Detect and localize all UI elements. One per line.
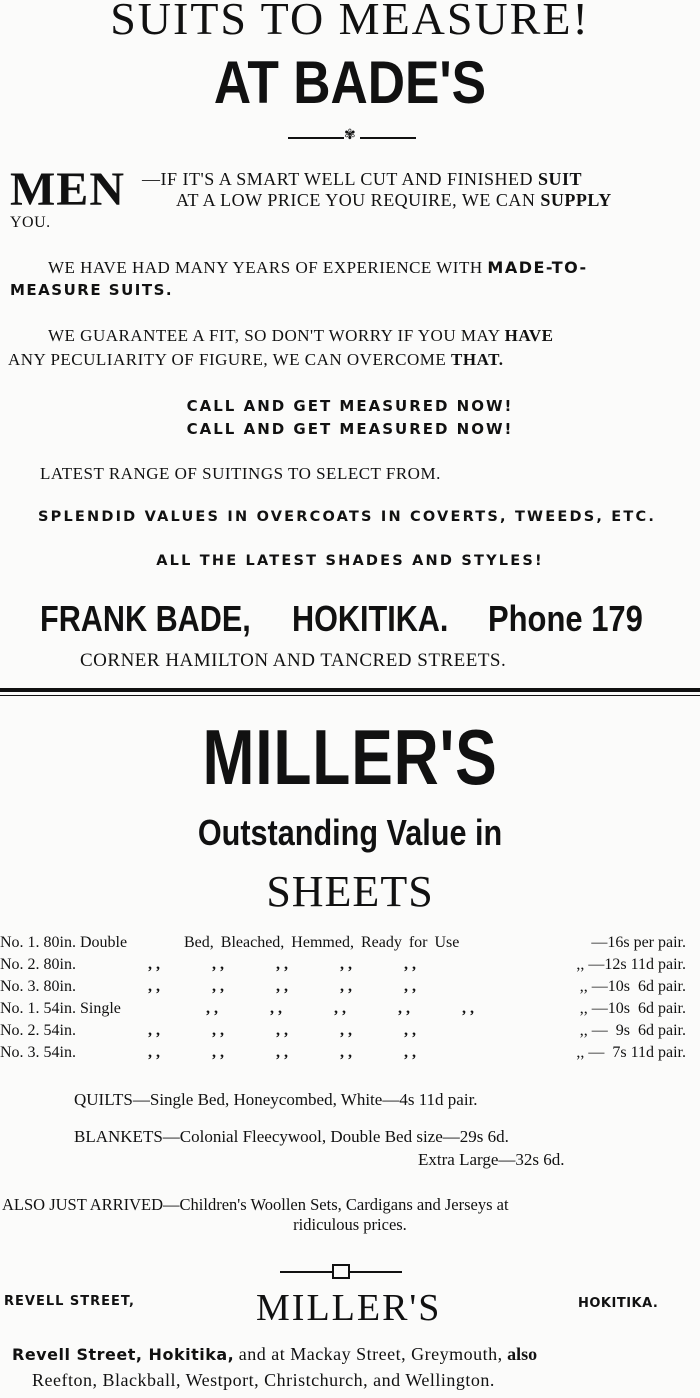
ornament-rule-right [360, 137, 416, 139]
sheet-mid: ,, ,, ,, ,, ,, [148, 1022, 420, 1039]
men-line-1-text: —IF IT'S A SMART WELL CUT AND FINISHED [142, 169, 534, 189]
bade-headline: SUITS TO MEASURE! [110, 0, 590, 44]
experience-line-1-bold: MADE-TO- [487, 258, 588, 277]
call-line-1: CALL AND GET MEASURED NOW! [186, 397, 514, 415]
footer-ornament-rule-left [280, 1271, 332, 1273]
sheet-desc: No. 2. 80in. [0, 956, 76, 973]
blankets-extra-line: Extra Large—32s 6d. [418, 1150, 565, 1169]
branches-end: also [507, 1344, 538, 1364]
sheet-desc: No. 3. 80in. [0, 978, 76, 995]
men-line-2-text: AT A LOW PRICE YOU REQUIRE, WE CAN [176, 190, 536, 210]
sheet-mid: ,, ,, ,, ,, ,, [206, 1000, 478, 1017]
fleuron-ornament-icon: ✾ [344, 128, 356, 143]
millers-subtitle: Outstanding Value in [197, 812, 503, 853]
fit-line-1 [48, 326, 554, 346]
bade-subheadline: AT BADE'S [213, 49, 487, 116]
sheet-price: ,, — 9s 6d pair. [579, 1022, 686, 1039]
signature-name: FRANK BADE, [40, 598, 251, 639]
values-line: SPLENDID VALUES IN OVERCOATS IN COVERTS, TWEEDS, ETC. [38, 509, 657, 525]
list-item [0, 978, 700, 1000]
millers-title: MILLER'S [202, 713, 498, 801]
section-divider-thin [0, 695, 700, 696]
address-line [80, 650, 506, 672]
call-line-2: CALL AND GET MEASURED NOW! [186, 420, 514, 438]
sheet-mid: ,, ,, ,, ,, ,, [148, 1044, 420, 1061]
sheet-price: ,, —10s 6d pair. [579, 978, 686, 995]
fit-line-2 [8, 350, 503, 370]
range-line: LATEST RANGE OF SUITINGS TO SELECT FROM. [40, 464, 441, 483]
men-line-2-bold: SUPPLY [540, 190, 612, 210]
footer-ornament-rule-right [350, 1271, 402, 1273]
list-item [0, 1000, 700, 1022]
sheet-price: —16s per pair. [591, 934, 686, 951]
men-initial: MEN [10, 163, 125, 216]
experience-line-2: MEASURE SUITS. [10, 281, 174, 299]
sheets-heading: SHEETS [266, 867, 434, 916]
also-arrived-line-2: ridiculous prices. [293, 1215, 407, 1234]
shades-line: ALL THE LATEST SHADES AND STYLES! [156, 553, 544, 569]
fit-line-2-bold: THAT. [451, 350, 504, 369]
sheet-price: ,, —10s 6d pair. [579, 1000, 686, 1017]
also-arrived-line: ALSO JUST ARRIVED—Children's Woollen Sets, Cardigans and Jerseys at [2, 1195, 509, 1214]
footer-town: HOKITIKA. [578, 1296, 659, 1311]
sheet-desc: No. 1. 54in. Single [0, 1000, 121, 1017]
footer-box-ornament-icon [332, 1264, 350, 1279]
quilts-line: QUILTS—Single Bed, Honeycombed, White—4s 11d pair. [74, 1090, 478, 1109]
branches-rest: and at Mackay Street, Greymouth, [238, 1344, 503, 1364]
branches-line-1 [12, 1344, 537, 1365]
footer-street: REVELL STREET, [4, 1294, 135, 1309]
list-item [0, 956, 700, 978]
address-text: CORNER HAMILTON AND TANCRED STREETS. [80, 650, 507, 671]
sheet-desc: No. 2. 54in. [0, 1022, 76, 1039]
men-line-3: YOU. [10, 214, 51, 231]
fit-line-1-text: WE GUARANTEE A FIT, SO DON'T WORRY IF YOU MAY [48, 326, 500, 345]
sheet-mid: Bed, Bleached, Hemmed, Ready for Use [184, 934, 460, 951]
sheet-desc: No. 1. 80in. Double [0, 934, 128, 951]
sheet-mid: ,, ,, ,, ,, ,, [148, 978, 420, 995]
list-item [0, 934, 700, 956]
list-item [0, 1022, 700, 1044]
sheet-price: ,, —12s 11d pair. [576, 956, 686, 973]
blankets-line: BLANKETS—Colonial Fleecywool, Double Bed size—29s 6d. [74, 1127, 509, 1146]
branches-bold: Revell Street, Hokitika, [12, 1345, 235, 1364]
sheet-desc: No. 3. 54in. [0, 1044, 76, 1061]
sheet-price: ,, — 7s 11d pair. [576, 1044, 686, 1061]
men-line-2 [176, 190, 612, 211]
fit-line-1-bold: HAVE [504, 326, 554, 345]
footer-title: MILLER'S [256, 1287, 442, 1329]
signature-town: HOKITIKA. [292, 598, 449, 639]
sheet-mid: ,, ,, ,, ,, ,, [148, 956, 420, 973]
experience-line-1 [48, 258, 588, 278]
fit-line-2-text: ANY PECULIARITY OF FIGURE, WE CAN OVERCOME [8, 350, 447, 369]
section-divider-thick [0, 688, 700, 692]
ornament-rule-left [288, 137, 344, 139]
men-line-1 [142, 169, 582, 190]
experience-line-1-text: WE HAVE HAD MANY YEARS OF EXPERIENCE WITH [48, 258, 483, 277]
branches-line-2: Reefton, Blackball, Westport, Christchurch, and Wellington. [32, 1370, 495, 1390]
men-line-1-bold: SUIT [538, 169, 583, 189]
list-item [0, 1044, 700, 1066]
signature-phone: Phone 179 [488, 598, 643, 639]
